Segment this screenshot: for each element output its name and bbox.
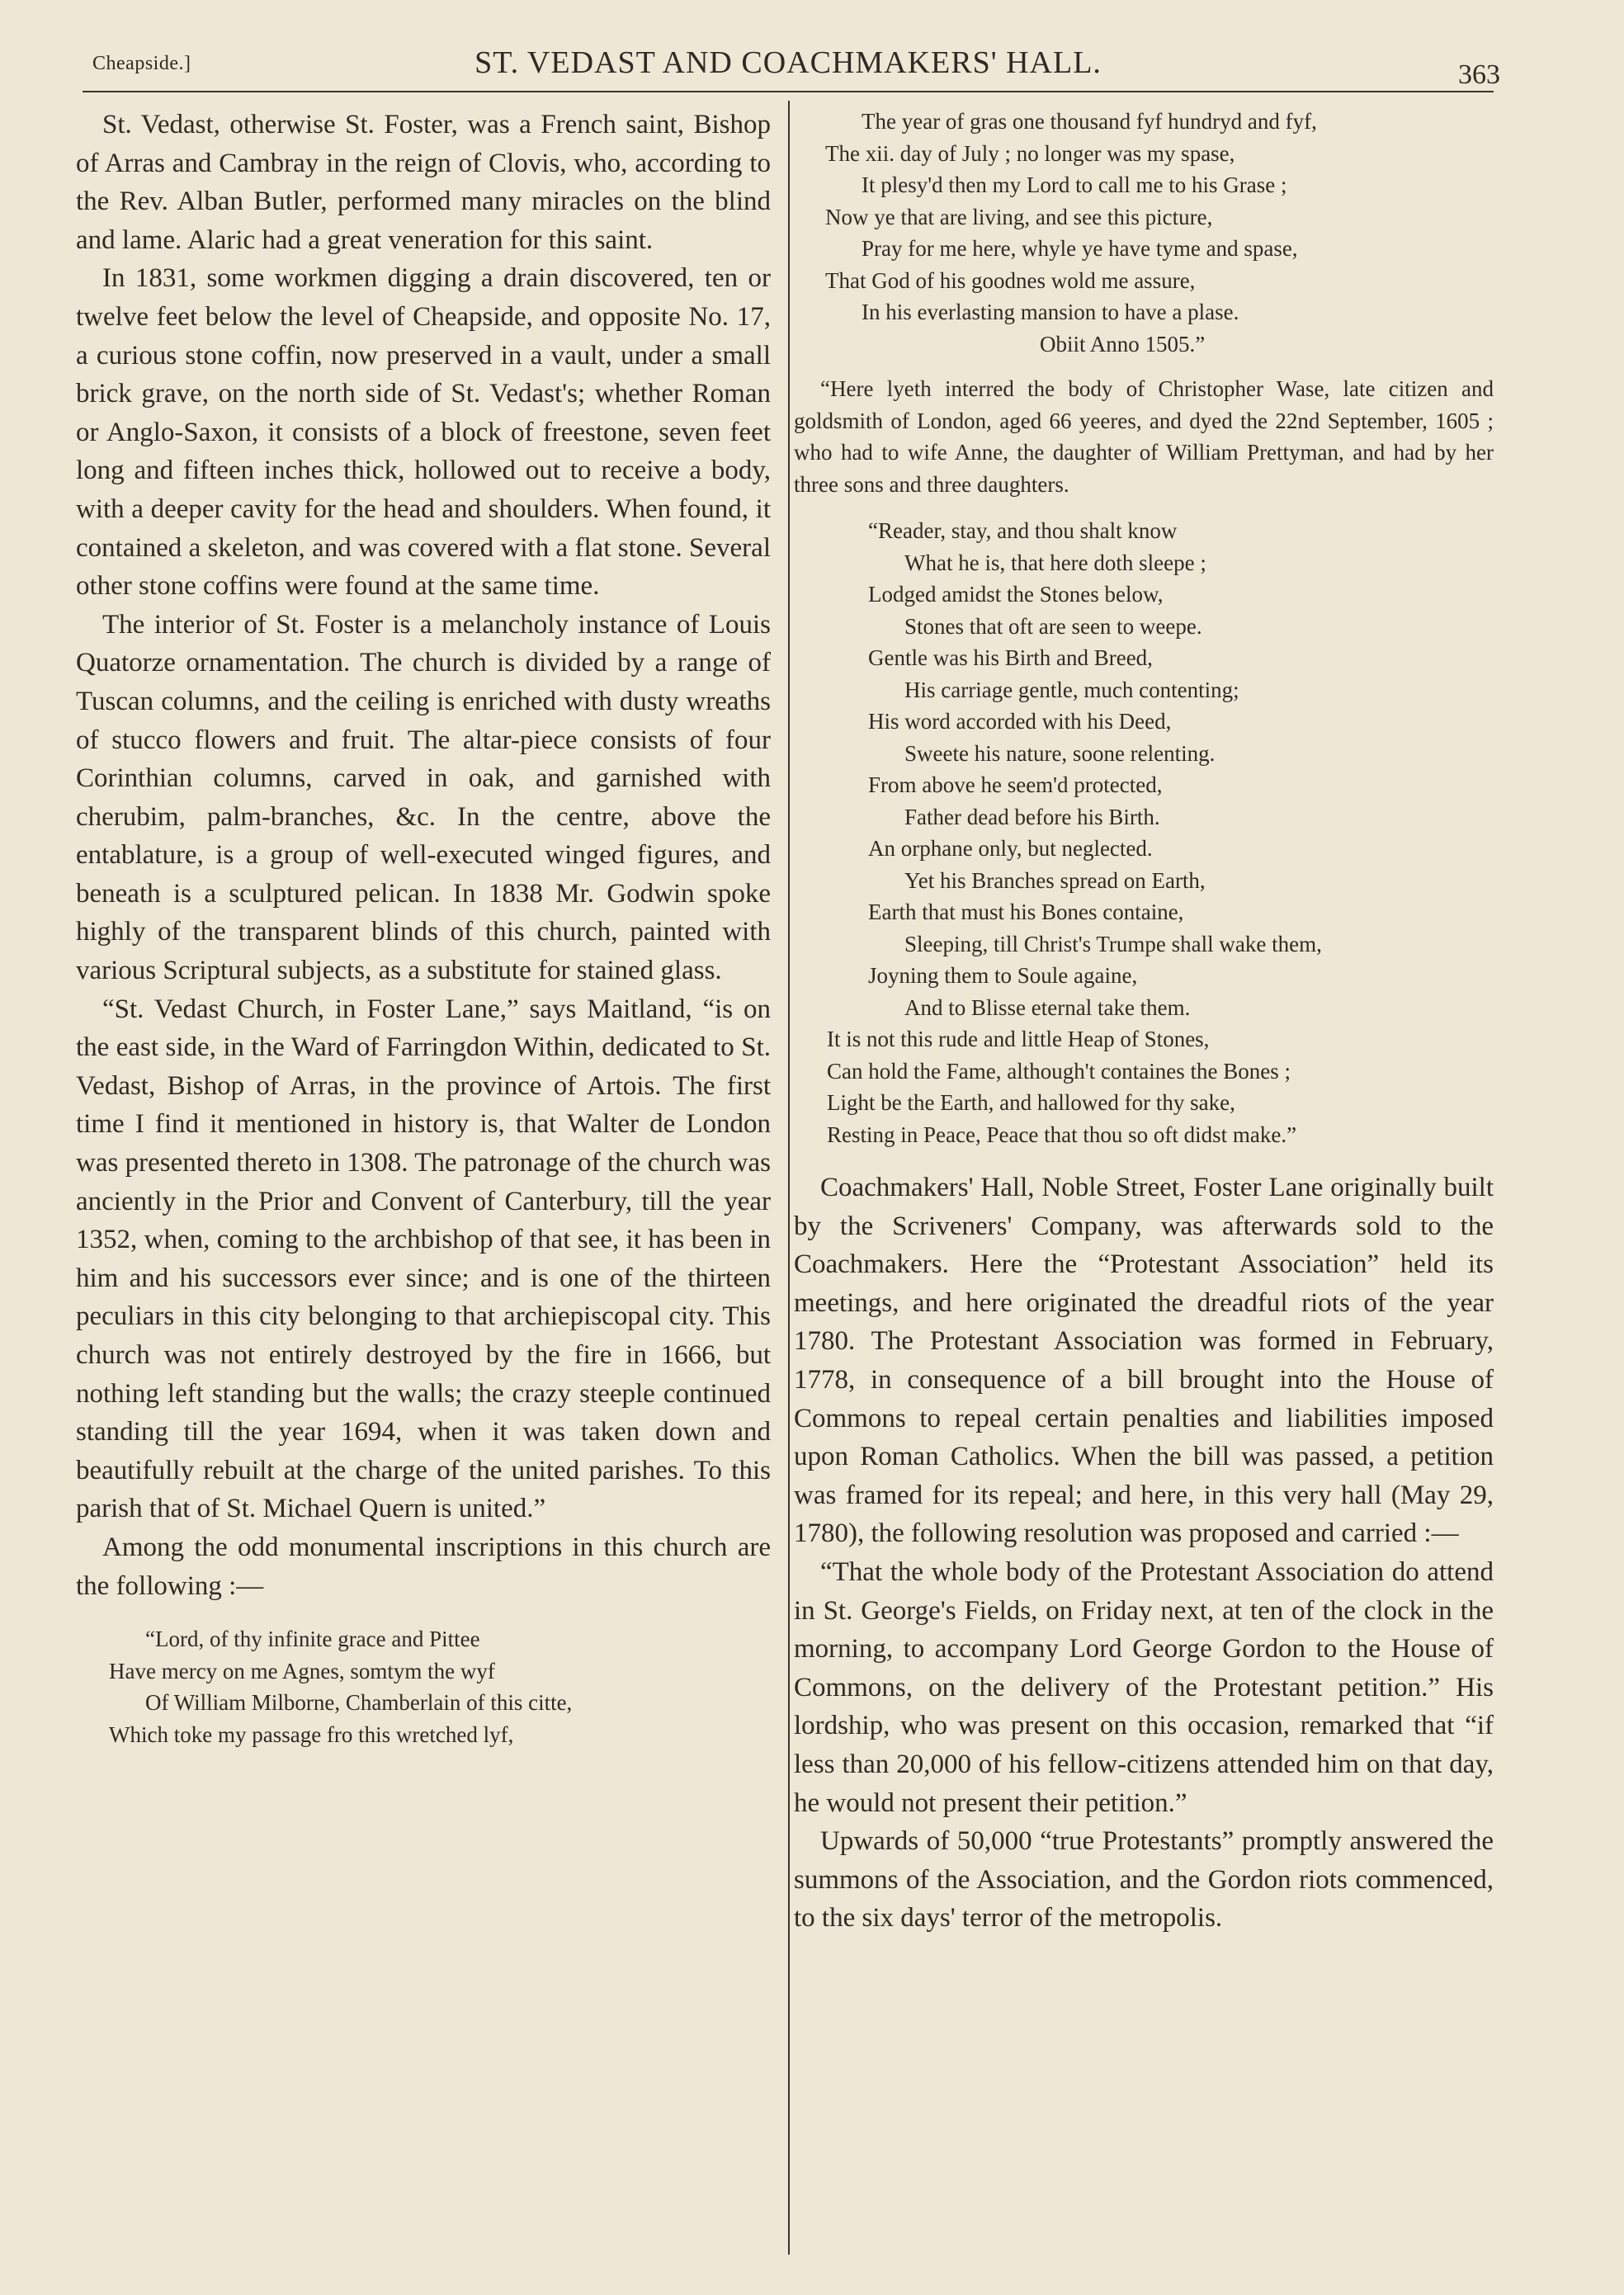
verse-line: The xii. day of July ; no longer was my spase, [825, 140, 1235, 166]
paragraph-gordon-riots: Upwards of 50,000 “true Protestants” promptly answered the summons of the Association, and the Gordon riots commenced, to the six days' terror of the metropolis. [794, 1826, 1494, 1934]
verse-line: Sweete his nature, soone relenting. [904, 740, 1216, 766]
verse-line: Stones that oft are seen to weepe. [904, 613, 1202, 639]
wase-epitaph [794, 515, 1494, 1150]
verse-line: What he is, that here doth sleepe ; [904, 550, 1206, 575]
verse-line: It is not this rude and little Heap of Stones, [827, 1027, 1210, 1051]
verse-line: The year of gras one thousand fyf hundryd and fyf, [862, 109, 1317, 134]
verse-line: His word accorded with his Deed, [868, 709, 1172, 734]
verse-line: His carriage gentle, much contenting; [904, 677, 1239, 702]
page-number: 363 [1458, 59, 1500, 90]
verse-line: Of William Milborne, Chamberlain of this citte, [145, 1690, 573, 1716]
verse-line: Father dead before his Birth. [904, 804, 1160, 829]
verse-line: An orphane only, but neglected. [868, 836, 1153, 861]
paragraph-interior: The interior of St. Foster is a melancholy instance of Louis Quatorze ornamentation. The church is divided by a range of Tuscan columns, and the ceiling is enriched with dusty wreaths of stucco flowers and fruit. The altar-piece consists of four Corinthian columns, carved in oak, and garnished with cherubim, palm-branches, &c. In the centre, above the entablature, is a group of well-executed winged figures, and beneath is a sculptured pelican. In 1838 Mr. Godwin spoke highly of the transparent blinds of this church, painted with various Scriptural subjects, as a substitute for stained glass. [76, 609, 771, 986]
verse-line: Have mercy on me Agnes, somtym the wyf [109, 1658, 495, 1683]
paragraph-inscriptions-intro: Among the odd monumental inscriptions in this church are the following :— [76, 1532, 771, 1601]
verse-line: Can hold the Fame, although't containes the Bones ; [827, 1058, 1291, 1084]
verse-line: Yet his Branches spread on Earth, [904, 867, 1206, 893]
paragraph-st-vedast: St. Vedast, otherwise St. Foster, was a French saint, Bishop of Arras and Cambray in the reign of Clovis, who, according to the Rev. Alban Butler, performed many miracles on the blind and lame. Alaric had a great veneration for this saint. [76, 110, 771, 255]
agnes-inscription [76, 1623, 771, 1750]
running-head [83, 43, 1500, 92]
paragraph-maitland-quote: “St. Vedast Church, in Foster Lane,” says Maitland, “is on the east side, in the Ward of Farringdon Within, dedicated to St. Vedast, Bishop of Arras, in the province of Artois. The first time I find it mentioned in history is, that Walter de London was presented thereto in 1308. The patronage of the church was anciently in the Prior and Convent of Canterbury, till the year 1352, when, coming to the archbishop of that see, it has been in him and his successors ever since; and is one of the thirteen peculiars in this city belonging to that archiepiscopal city. This church was not entirely destroyed by the fire in 1666, but nothing left standing but the walls; the crazy steeple continued standing till the year 1694, when it was taken down and beautifully rebuilt at the charge of the united parishes. To this parish that of St. Michael Quern is united.” [76, 994, 771, 1524]
left-column [76, 106, 771, 1750]
verse-line: “Reader, stay, and thou shalt know [868, 518, 1178, 543]
wase-inscription: “Here lyeth interred the body of Christopher Wase, late citizen and goldsmith of London, aged 66 yeeres, and dyed the 22nd September, 1605 ; who had to wife Anne, the daughter of William Prettyman, and had by her three sons and three daughters. [794, 376, 1494, 497]
paragraph-resolution: “That the whole body of the Protestant Association do attend in St. George's Fields, on Friday next, at ten of the clock in the morning, to accompany Lord George Gordon to the House of Commons, on the delivery of the Protestant petition.” His lordship, who was present on this occasion, remarked that “if less than 20,000 of his fellow-citizens attended him on that day, he would not present their petition.” [794, 1556, 1494, 1818]
verse-line: Sleeping, till Christ's Trumpe shall wake them, [904, 931, 1322, 956]
verse-line: Joyning them to Soule againe, [868, 963, 1138, 988]
paragraph-coachmakers-hall: Coachmakers' Hall, Noble Street, Foster Lane originally built by the Scriveners' Company, was afterwards sold to the Coachmakers. Here the “Protestant Association” held its meetings, and here originated the dreadful riots of the year 1780. The Protestant Association was formed in February, 1778, in consequence of a bill brought into the House of Commons to repeal certain penalties and liabilities imposed upon Roman Catholics. When the bill was passed, a petition was framed for its repeal; and here, in this very hall (May 29, 1780), the following resolution was proposed and carried :— [794, 1173, 1494, 1549]
verse-line: Now ye that are living, and see this picture, [825, 204, 1213, 229]
verse-line: From above he seem'd protected, [868, 772, 1163, 797]
agnes-inscription-continued [794, 106, 1494, 360]
verse-line: Resting in Peace, Peace that thou so oft didst make.” [827, 1122, 1297, 1147]
header-rule [83, 91, 1494, 92]
verse-line: Earth that must his Bones containe, [868, 900, 1184, 924]
verse-line: And to Blisse eternal take them. [904, 994, 1191, 1020]
verse-line: In his everlasting mansion to have a plase. [862, 300, 1239, 324]
paragraph-stone-coffin: In 1831, some workmen digging a drain discovered, ten or twelve feet below the level of Cheapside, and opposite No. 17, a curious stone coffin, now preserved in a vault, under a small brick grave, on the north side of St. Vedast's; whether Roman or Anglo-Saxon, it consists of a block of freestone, seven feet long and fifteen inches thick, hollowed out to receive a body, with a deeper cavity for the head and shoulders. When found, it contained a skeleton, and was covered with a flat stone. Several other stone coffins were found at the same time. [76, 263, 771, 602]
verse-line: Pray for me here, whyle ye have tyme and spase, [862, 236, 1298, 261]
verse-line: Light be the Earth, and hallowed for thy sake, [827, 1090, 1235, 1115]
verse-line: Obiit Anno 1505.” [1040, 331, 1206, 357]
verse-line: Which toke my passage fro this wretched lyf, [109, 1721, 514, 1747]
column-divider [788, 101, 790, 2255]
verse-line: That God of his goodnes wold me assure, [825, 267, 1196, 293]
verse-line: It plesy'd then my Lord to call me to his Grase ; [862, 172, 1287, 197]
verse-line: “Lord, of thy infinite grace and Pittee [145, 1627, 480, 1652]
verse-line: Lodged amidst the Stones below, [868, 582, 1164, 607]
right-column [794, 106, 1494, 1938]
page-title: ST. VEDAST AND COACHMAKERS' HALL. [474, 45, 1102, 80]
section-label: Cheapside.] [92, 53, 191, 74]
verse-line: Gentle was his Birth and Breed, [868, 645, 1153, 670]
